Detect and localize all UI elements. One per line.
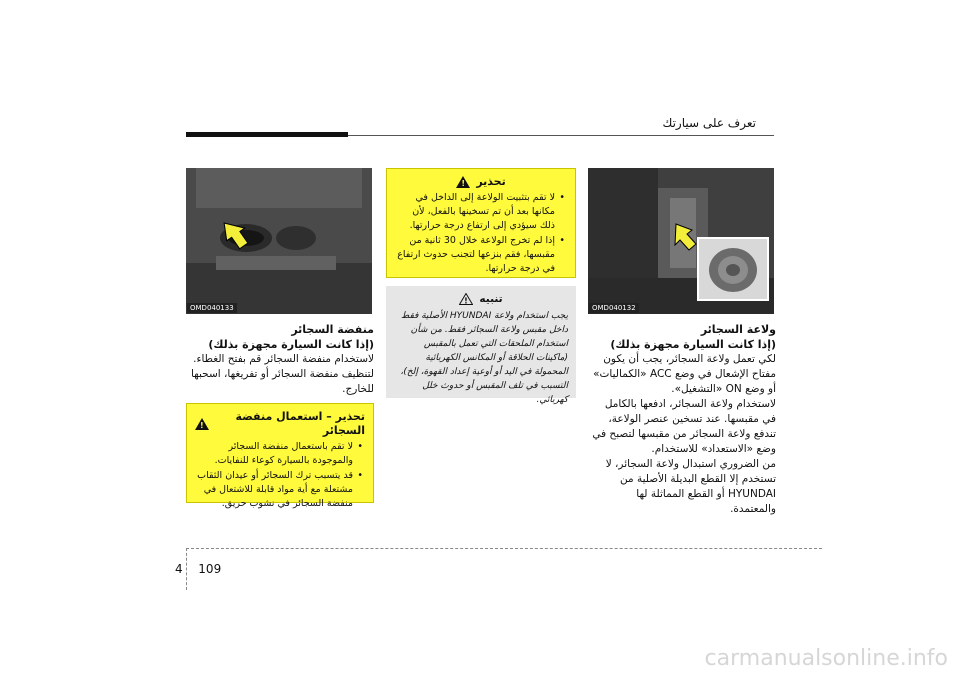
- lighter-warning-title: تحذير: [476, 175, 506, 188]
- watermark: carmanualsonline.info: [704, 646, 948, 671]
- chapter-number: 4: [175, 562, 183, 576]
- caution-icon: [459, 293, 473, 305]
- ashtray-photo-code: OMD040133: [187, 303, 237, 313]
- warning-icon: [456, 176, 470, 188]
- lighter-para-2: لاستخدام ولاعة السجائر، ادفعها بالكامل في مقبسها. عند تسخين عنصر الولاعة، تندفع ولاعة السجائر من مقبسها لتصبح في وضع «الاستعداد» للاستخدام.: [592, 398, 776, 455]
- svg-text:!: !: [464, 296, 469, 305]
- lighter-warning-item: • لا تقم بتثبيت الولاعة إلى الداخل في مكانها بعد أن تم تسخينها بالفعل، لأن ذلك سيؤدي إلى ارتفاع درجة حرارتها.: [395, 191, 555, 233]
- header-rule: [348, 135, 774, 136]
- caution-line: داخل مقبس ولاعة السجائر فقط. من شأن: [410, 325, 568, 335]
- lighter-heading: ولاعة السجائر: [700, 323, 776, 336]
- ashtray-warning-item: • لا تقم باستعمال منفضة السجائر والموجودة بالسيارة كوعاء للنفايات.: [195, 440, 353, 468]
- header-bar: [186, 132, 348, 137]
- footer-rule: [186, 548, 822, 549]
- caution-line: المحمولة في اليد أو أوعية إعداد القهوة، إلخ)،: [400, 367, 568, 377]
- ashtray-warning-title: تحذير – استعمال منفضة السجائر: [235, 410, 365, 437]
- ashtray-warning-box: [186, 403, 374, 509]
- caution-title: تنبيه: [479, 293, 503, 305]
- ashtray-text: [186, 322, 374, 397]
- caution-line: استخدام الملحقات التي تعمل بالمقبس: [423, 339, 568, 349]
- lighter-text: [588, 322, 776, 517]
- ashtray-warning-item: • قد يتسبب ترك السجائر أو عيدان الثقاب مشتعلة مع أية مواد قابلة للاشتعال في منفضة السجائر في نشوب حريق.: [195, 469, 353, 511]
- lighter-warning-box: [386, 168, 576, 278]
- lighter-subheading: (إذا كانت السيارة مجهزة بذلك): [610, 338, 776, 351]
- warning-icon: [195, 418, 209, 430]
- caution-line: (ماكينات الحلاقة أو المكانس الكهربائية: [425, 353, 568, 363]
- lighter-warning-item: • إذا لم تخرج الولاعة خلال 30 ثانية من مقبسها، فقم بنزعها لتجنب حدوث ارتفاع في درجة حرارتها.: [395, 234, 555, 276]
- page-number: [175, 562, 221, 576]
- ashtray-heading: منفضة السجائر: [291, 323, 374, 336]
- section-title: تعرف على سيارتك: [662, 116, 756, 130]
- ashtray-para-2: لتنظيف منفضة السجائر أو تفريغها، اسحبها للخارج.: [190, 368, 374, 395]
- page-number-value: 109: [198, 562, 222, 576]
- lighter-para-3: من الضروري استبدال ولاعة السجائر، لا تستخدم إلا القطع البديلة الأصلية من HYUNDAI أو القطع المماثلة لها والمعتمدة.: [605, 458, 776, 515]
- caution-note-box: [386, 286, 576, 405]
- caution-line: التسبب في تلف المقبس أو حدوث خلل كهربائي.: [422, 381, 568, 405]
- ashtray-photo: [186, 168, 372, 314]
- ashtray-subheading: (إذا كانت السيارة مجهزة بذلك): [208, 338, 374, 351]
- lighter-photo: [588, 168, 774, 314]
- caution-line: يجب استخدام ولاعة HYUNDAI الأصلية فقط: [400, 311, 568, 321]
- lighter-para-1: لكي تعمل ولاعة السجائر، يجب أن يكون مفتاح الإشعال في وضع ACC «الكماليات» أو وضع ON «التشغيل».: [593, 353, 776, 395]
- lighter-photo-code: OMD040132: [589, 303, 639, 313]
- ashtray-para-1: لاستخدام منفضة السجائر قم بفتح الغطاء.: [193, 353, 374, 365]
